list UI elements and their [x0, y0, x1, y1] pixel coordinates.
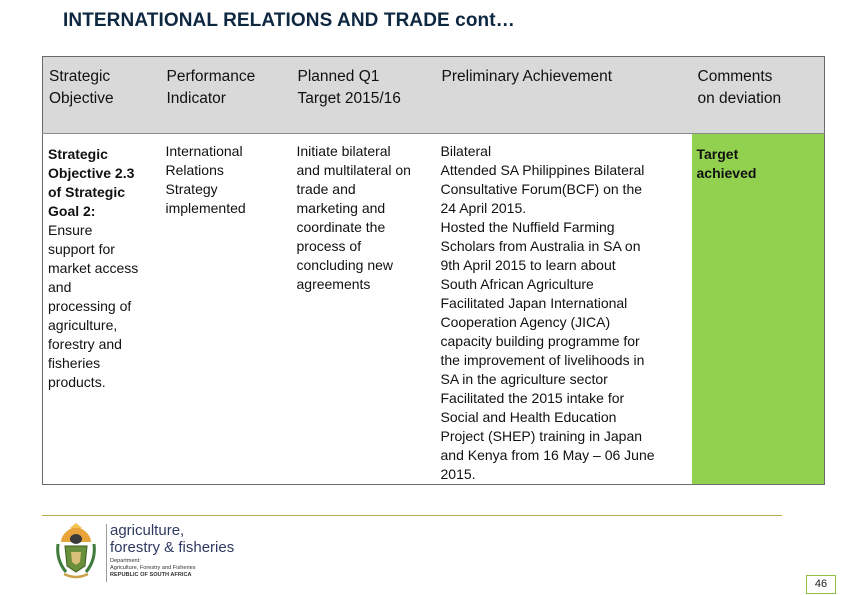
cell-planned-target: Initiate bilateral and multilateral on trade and marketing and coordinate the process of concluding new agreements [296, 143, 411, 292]
footer-divider [42, 515, 782, 516]
cell-performance-indicator: International Relations Strategy implemented [165, 143, 246, 216]
page-number: 46 [806, 575, 836, 594]
logo-divider [106, 524, 107, 582]
coat-of-arms-icon [52, 522, 100, 582]
table-header-row [43, 57, 825, 134]
strategic-objective-table [42, 56, 825, 485]
header-planned-target: Planned Q1 Target 2015/16 [292, 57, 436, 134]
header-strategic-objective: Strategic Objective [43, 57, 161, 134]
department-logo [52, 520, 262, 588]
header-performance-indicator: Performance Indicator [161, 57, 292, 134]
objective-heading: Strategic Objective 2.3 of Strategic Goal 2: [48, 146, 135, 219]
cell-comments-on-deviation [692, 134, 825, 485]
cell-strategic-objective [43, 134, 161, 485]
header-comments-on-deviation: Comments on deviation [692, 57, 825, 134]
page-title: INTERNATIONAL RELATIONS AND TRADE cont… [63, 10, 515, 31]
objective-description: Ensure support for market access and processing of agriculture, forestry and fisheries products. [48, 222, 139, 390]
cell-preliminary-achievement: Bilateral Attended SA Philippines Bilateral Consultative Forum(BCF) on the 24 April 2015. Hosted the Nuffield Farming Scholars from Australia in SA on 9th April 2015 to learn about South African Agriculture Facilitated Japan International Cooperation Agency (JICA) capacity building programme for the improvement of livelihoods in SA in the agriculture sector Facilitated the 2015 intake for Social and Health Education Project (SHEP) training in Japan and Kenya from 16 May – 06 June 2015. [440, 143, 655, 482]
header-preliminary-achievement: Preliminary Achievement [436, 57, 692, 134]
department-name: Department: Agriculture, Forestry and Fisheries REPUBLIC OF SOUTH AFRICA [110, 558, 196, 579]
table-row [43, 134, 825, 485]
brand-name: agriculture, forestry & fisheries [110, 522, 235, 556]
status-target-achieved: Target achieved [696, 146, 757, 181]
